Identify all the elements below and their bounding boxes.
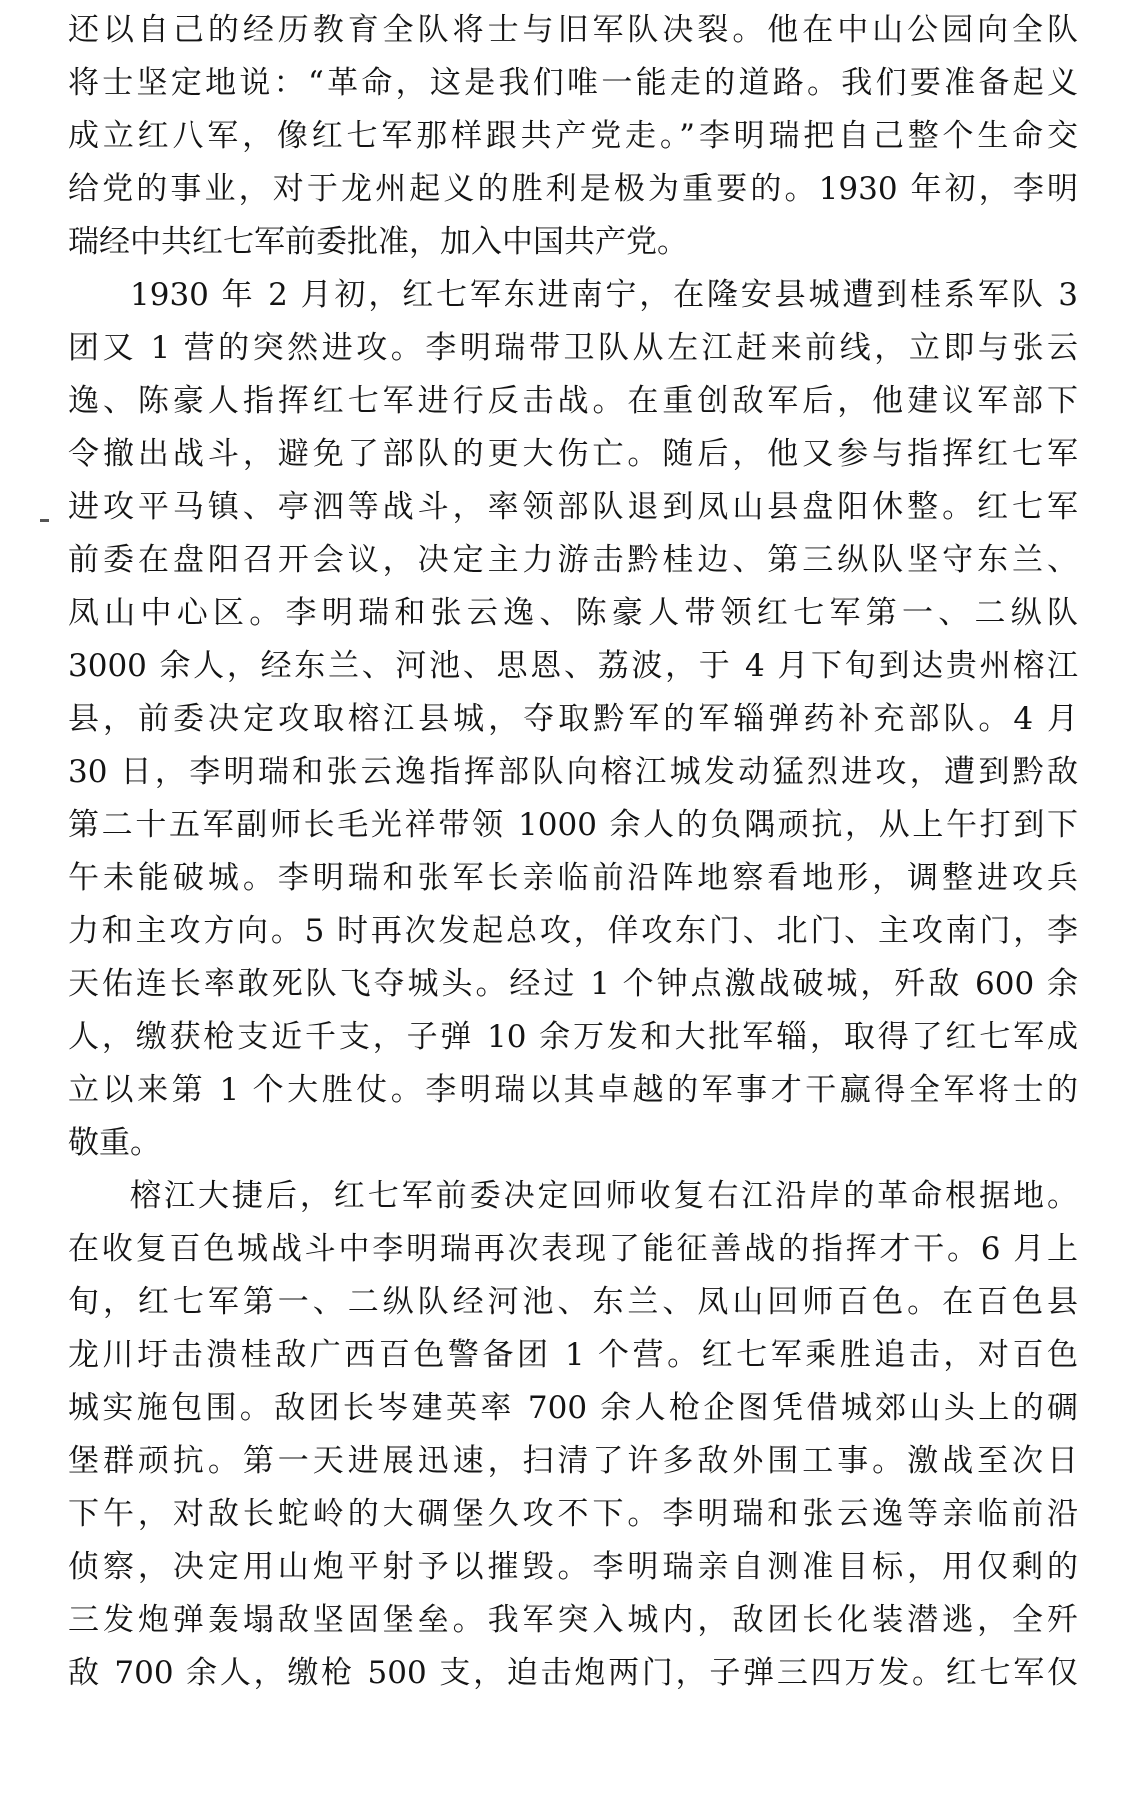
text-line: 将士坚定地说：“革命，这是我们唯一能走的道路。我们要准备起义 [68,65,1078,101]
text-line: 人，缴获枪支近千支，子弹 10 余万发和大批军辎，取得了红七军成 [68,1019,1078,1055]
text-line: 堡群顽抗。第一天进展迅速，扫清了许多敌外围工事。激战至次日 [68,1443,1078,1479]
text-line-indented: 榕江大捷后，红七军前委决定回师收复右江沿岸的革命根据地。 [130,1178,1078,1214]
text-line: 给党的事业，对于龙州起义的胜利是极为重要的。1930 年初，李明 [68,171,1078,207]
text-line: 30 日，李明瑞和张云逸指挥部队向榕江城发动猛烈进攻，遭到黔敌 [68,754,1078,790]
text-line: 成立红八军，像红七军那样跟共产党走。”李明瑞把自己整个生命交 [68,118,1078,154]
text-line: 进攻平马镇、亭泗等战斗，率领部队退到凤山县盘阳休整。红七军 [68,489,1078,525]
text-line: 力和主攻方向。5 时再次发起总攻，佯攻东门、北门、主攻南门，李 [68,913,1078,949]
text-line: 午未能破城。李明瑞和张军长亲临前沿阵地察看地形，调整进攻兵 [68,860,1078,896]
text-line: 令撤出战斗，避免了部队的更大伤亡。随后，他又参与指挥红七军 [68,436,1078,472]
text-line: 在收复百色城战斗中李明瑞再次表现了能征善战的指挥才干。6 月上 [68,1231,1078,1267]
text-line: 旬，红七军第一、二纵队经河池、东兰、凤山回师百色。在百色县 [68,1284,1078,1320]
text-line: 三发炮弹轰塌敌坚固堡垒。我军突入城内，敌团长化装潜逃，全歼 [68,1602,1078,1638]
text-line: 第二十五军副师长毛光祥带领 1000 余人的负隅顽抗，从上午打到下 [68,807,1078,843]
text-line: 3000 余人，经东兰、河池、思恩、荔波，于 4 月下旬到达贵州榕江 [68,648,1078,684]
text-line: 还以自己的经历教育全队将士与旧军队决裂。他在中山公园向全队 [68,12,1078,48]
text-line: 逸、陈豪人指挥红七军进行反击战。在重创敌军后，他建议军部下 [68,383,1078,419]
paragraph-2 [68,269,1078,1170]
text-line: 团又 1 营的突然进攻。李明瑞带卫队从左江赶来前线，立即与张云 [68,330,1078,366]
text-line: 前委在盘阳召开会议，决定主力游击黔桂边、第三纵队坚守东兰、 [68,542,1078,578]
text-line: 敬重。 [68,1125,161,1161]
text-line: 敌 700 余人，缴枪 500 支，迫击炮两门，子弹三四万发。红七军仅 [68,1655,1078,1691]
document-page [68,4,1078,1700]
text-line: 天佑连长率敢死队飞夺城头。经过 1 个钟点激战破城，歼敌 600 余 [68,966,1078,1002]
text-line: 侦察，决定用山炮平射予以摧毁。李明瑞亲自测准目标，用仅剩的 [68,1549,1078,1585]
text-line: 城实施包围。敌团长岑建英率 700 余人枪企图凭借城郊山头上的碉 [68,1390,1078,1426]
text-line: 凤山中心区。李明瑞和张云逸、陈豪人带领红七军第一、二纵队 [68,595,1078,631]
text-line: 龙川圩击溃桂敌广西百色警备团 1 个营。红七军乘胜追击，对百色 [68,1337,1078,1373]
paragraph-1 [68,4,1078,269]
text-line: 瑞经中共红七军前委批准，加入中国共产党。 [68,224,688,260]
text-line-indented: 1930 年 2 月初，红七军东进南宁，在隆安县城遭到桂系军队 3 [130,277,1078,313]
margin-scan-mark [40,519,49,522]
text-line: 县，前委决定攻取榕江县城，夺取黔军的军辎弹药补充部队。4 月 [68,701,1078,737]
text-line: 下午，对敌长蛇岭的大碉堡久攻不下。李明瑞和张云逸等亲临前沿 [68,1496,1078,1532]
text-line: 立以来第 1 个大胜仗。李明瑞以其卓越的军事才干赢得全军将士的 [68,1072,1078,1108]
paragraph-3 [68,1170,1078,1700]
